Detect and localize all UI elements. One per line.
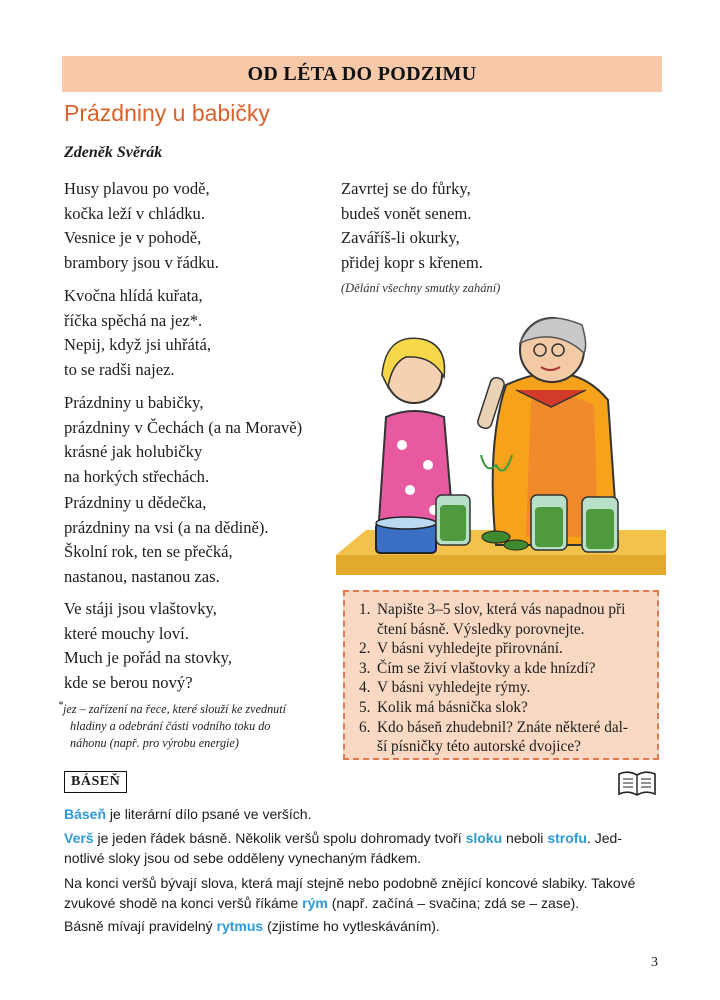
stanza-1 [64,177,219,275]
verse: Prázdniny u dědečka, [64,493,207,512]
verse: Školní rok, ten se přečká, [64,542,233,561]
verse: nastanou, nastanou zas. [64,566,220,586]
question-item: 1. Napište 3–5 slov, která vás napadnou při čtení básně. Výsledky porovnejte. [359,601,626,638]
verse: Much je pořád na stovky, [64,648,233,667]
chapter-title: OD LÉTA DO PODZIMU [247,62,477,85]
page-number: 3 [651,955,658,970]
stanza-3 [64,391,302,489]
verse: brambory jsou v řádku. [64,252,219,272]
term-vers: Verš [64,830,94,846]
verse: krásné jak holubičky [64,442,203,461]
verse: prázdniny na vsi (a na dědině). [64,517,269,537]
term-rytmus: rytmus [216,918,264,934]
footnote-line: náhonu (např. pro výrobu energie) [70,736,239,751]
question-item: 6. Kdo báseň zhudebnil? Znáte některé dal- ší písničky této autorské dvojice? [359,718,629,756]
cucumber [504,540,528,550]
open-book-icon [617,770,657,798]
stanza-4 [64,491,269,589]
verse: Zavrtej se do fůrky, [341,179,471,198]
verse: Prázdniny u babičky, [64,393,204,412]
verse: přidej kopr s křenem. [341,252,483,272]
term-sloka: sloku [465,830,503,846]
verse: Nepij, když jsi uhřátá, [64,335,212,354]
verse: prázdniny v Čechách (a na Moravě) [64,417,303,437]
verse: Kvočna hlídá kuřata, [64,286,203,305]
term-strofa: strofu [547,830,587,846]
footnote-mark: * [58,700,63,711]
stanza-2 [64,284,211,382]
stanza-5 [64,597,232,695]
footnote-line: hladiny a odebrání části vodního toku do [70,719,271,734]
concept-label: BÁSEŇ [64,771,127,793]
definition-basen: Báseň je literární dílo psané ve verších. [64,806,312,822]
term-rym: rým [302,895,328,911]
verse: Vesnice je v pohodě, [64,228,202,247]
footnote [58,697,308,752]
verse: říčka spěchá na jez*. [64,310,203,330]
definition-rytmus: Básně mívají pravidelný rytmus (zjistíme ho vytleskáváním). [64,918,440,934]
definition-vers: Verš je jeden řádek básně. Několik veršů spolu dohromady tvoří sloku neboli strofu. Jed- notlivé sloky jsou od sebe odděleny vynechaným řádkem. [64,830,622,866]
poem-title: Prázdniny u babičky [64,100,270,126]
verse: to se radši najez. [64,359,175,379]
verse: budeš vonět senem. [341,203,472,223]
poem-author: Zdeněk Svěrák [64,144,163,161]
chapter-banner [62,56,662,92]
questions-box [343,590,659,760]
question-item: 2. V básni vyhledejte přirovnání. [359,640,563,658]
verse: kde se berou nový? [64,672,193,692]
stanza-6 [341,177,483,275]
question-item: 3. Čím se živí vlaštovky a kde hnízdí? [359,659,596,677]
definition-rym: Na konci veršů bývají slova, která mají stejně nebo podobně znějící koncové slabiky. Takové zvukové shodě na konci veršů říkáme rým (např. začíná – svačina; zdá se – zase). [64,875,636,911]
table-edge [336,555,666,575]
question-item: 5. Kolik má básnička slok? [359,698,528,716]
question-item: 4. V básni vyhledejte rýmy. [359,679,531,697]
stanza-note: (Dělání všechny smutky zahání) [341,281,501,295]
cucumber [482,531,510,543]
verse: na horkých střechách. [64,466,210,486]
questions-list [359,600,647,757]
term-basen: Báseň [64,806,107,822]
verse: Husy plavou po vodě, [64,179,210,198]
illustration-grandma-and-girl [336,305,666,575]
verse: kočka leží v chládku. [64,203,205,223]
footnote-line: jez – zařízení na řece, které slouží ke zvednutí [63,702,287,717]
verse: Ve stáji jsou vlaštovky, [64,599,217,618]
verse: které mouchy loví. [64,623,189,643]
verse: Zaváříš-li okurky, [341,228,460,247]
